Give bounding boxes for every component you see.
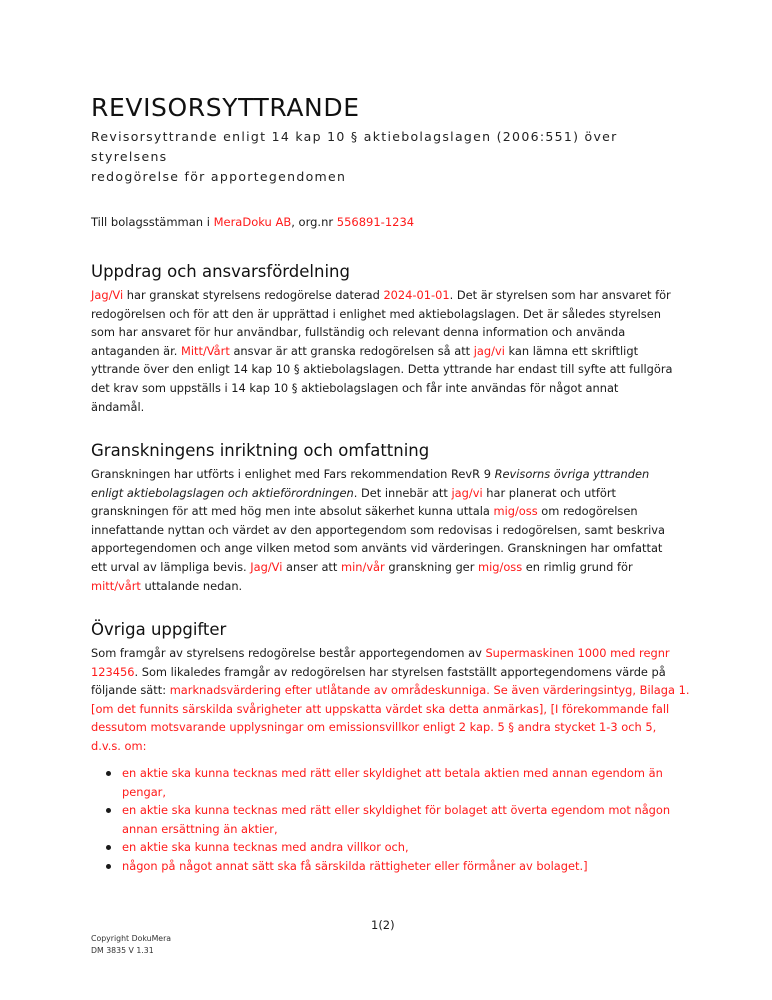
- placeholder-text: Jag/Vi: [91, 288, 124, 302]
- paragraph-line: [91, 718, 691, 737]
- footer: [91, 933, 171, 957]
- paragraph-line: [91, 558, 691, 577]
- addressee-mid: , org.nr: [291, 215, 337, 229]
- paragraph-line: [91, 360, 691, 379]
- body-text: det krav som uppställs i 14 kap 10 § aktiebolagslagen och får inte användas för något annat: [91, 380, 619, 395]
- paragraph-line: [91, 663, 691, 682]
- placeholder-text: Mitt/Vårt: [181, 343, 230, 358]
- body-text: ansvar är att granska redogörelsen så att: [229, 343, 474, 358]
- body-text: Granskningen har utförts i enlighet med Fars rekommendation RevR 9: [91, 467, 495, 481]
- paragraph-line: [91, 539, 691, 558]
- body-text: antaganden är.: [91, 343, 182, 358]
- list-item: [91, 801, 691, 838]
- body-text: kan lämna ett skriftligt: [504, 343, 639, 358]
- bullet-icon: [106, 771, 111, 776]
- placeholder-text: 123456: [91, 664, 135, 679]
- org-number: 556891-1234: [336, 215, 415, 229]
- company-name: MeraDoku AB: [213, 215, 292, 229]
- paragraph-line: [91, 465, 691, 484]
- body-text: anser att: [282, 559, 341, 574]
- paragraph-line: [91, 502, 691, 521]
- list-item: [91, 857, 691, 876]
- paragraph-line: [91, 342, 691, 361]
- body-text: . Det är styrelsen som har ansvaret för: [449, 288, 671, 302]
- list-item-text: annan ersättning än aktier,: [122, 821, 278, 836]
- body-text: yttrande över den enligt 14 kap 10 § aktiebolagslagen. Detta yttrande har endast till syfte att fullgöra: [91, 362, 673, 377]
- list-item: [91, 838, 691, 857]
- paragraph-line: [91, 644, 691, 663]
- body-text: Som framgår av styrelsens redogörelse består apportegendomen av: [91, 646, 486, 660]
- placeholder-text: jag/vi: [451, 485, 483, 500]
- paragraph-line: [91, 521, 691, 540]
- addressee-line: [91, 215, 414, 229]
- bullet-icon: [106, 864, 111, 869]
- list-item-text: en aktie ska kunna tecknas med rätt eller skyldighet för bolaget att överta egendom mot någon: [122, 803, 671, 818]
- body-text: granskningen för att med hög men inte absolut säkerhet kunna uttala: [91, 504, 494, 519]
- section-heading-granskning: Granskningens inriktning och omfattning: [91, 441, 430, 460]
- placeholder-text: Supermaskinen 1000 med regnr: [485, 646, 670, 660]
- body-text: . Det innebär att: [353, 485, 452, 500]
- footer-doc-id: DM 3835 V 1.31: [91, 946, 154, 955]
- paragraph-line: [91, 484, 691, 503]
- page-number: 1(2): [371, 918, 395, 932]
- list-item-text: en aktie ska kunna tecknas med rätt eller skyldighet att betala aktien med annan egendom än: [122, 766, 663, 780]
- condition-list: [91, 764, 691, 876]
- paragraph-line: [91, 681, 691, 700]
- paragraph-line: [91, 286, 691, 305]
- bullet-icon: [106, 808, 111, 813]
- footer-copyright: Copyright DokuMera: [91, 934, 172, 943]
- paragraph-line: [91, 305, 691, 324]
- body-text: uttalande nedan.: [140, 578, 243, 593]
- body-text: ett urval av lämpliga bevis.: [91, 559, 251, 574]
- body-text: har granskat styrelsens redogörelse daterad: [123, 288, 384, 302]
- subtitle-line: Revisorsyttrande enligt 14 kap 10 § aktiebolagslagen (2006:551) över styrelsens: [91, 129, 618, 164]
- placeholder-text: mig/oss: [493, 504, 538, 519]
- section-body-ovriga: [91, 644, 691, 756]
- list-item-text: en aktie ska kunna tecknas med andra villkor och,: [122, 840, 409, 855]
- body-text: . Som likaledes framgår av redogörelsen har styrelsen fastställt apportegendomens värde på: [134, 664, 666, 679]
- addressee-prefix: Till bolagsstämman i: [91, 215, 214, 229]
- body-text: redogörelsen och för att den är upprättad i enlighet med aktiebolagslagen. Det är således styrelsen: [91, 306, 661, 321]
- placeholder-text: Jag/Vi: [250, 559, 283, 574]
- list-item-text: någon på något annat sätt ska få särskilda rättigheter eller förmåner av bolaget.]: [122, 858, 588, 873]
- body-text: om redogörelsen: [537, 504, 638, 519]
- placeholder-text: d.v.s. om:: [91, 738, 147, 753]
- placeholder-text: min/vår: [341, 559, 385, 574]
- body-text: ändamål.: [91, 399, 145, 414]
- section-heading-ovriga: Övriga uppgifter: [91, 620, 227, 639]
- list-item: [91, 764, 691, 801]
- placeholder-text: dessutom motsvarande upplysningar om emissionsvillkor enligt 2 kap. 5 § andra stycket 1-3 och 5,: [91, 720, 657, 735]
- paragraph-line: [91, 379, 691, 398]
- placeholder-text: 2024-01-01: [383, 288, 450, 302]
- placeholder-text: marknadsvärdering efter utlåtande av områdeskunniga. Se även värderingsintyg, Bilaga 1.: [169, 683, 690, 698]
- section-body-granskning: [91, 465, 691, 595]
- document-subtitle: [91, 127, 691, 187]
- list-item-text: pengar,: [122, 784, 166, 799]
- body-text: har planerat och utfört: [482, 485, 616, 500]
- document-title: REVISORSYTTRANDE: [91, 93, 360, 122]
- paragraph-line: [91, 700, 691, 719]
- body-text: innefattande nyttan och värdet av den apportegendom som redovisas i redogörelsen, samt beskriva: [91, 522, 665, 537]
- paragraph-line: [91, 577, 691, 596]
- placeholder-text: [om det funnits särskilda svårigheter att uppskatta värdet ska detta anmärkas], [I förekommande fall: [91, 701, 670, 716]
- paragraph-line: [91, 323, 691, 342]
- body-text: en rimlig grund för: [522, 559, 633, 574]
- placeholder-text: jag/vi: [473, 343, 505, 358]
- body-text: Revisorns övriga yttranden: [494, 467, 650, 481]
- placeholder-text: mitt/vårt: [91, 578, 141, 593]
- paragraph-line: [91, 398, 691, 417]
- body-text: följande sätt:: [91, 683, 170, 698]
- body-text: enligt aktiebolagslagen och aktieförordningen: [91, 485, 354, 500]
- placeholder-text: mig/oss: [478, 559, 523, 574]
- section-body-uppdrag: [91, 286, 691, 416]
- section-heading-uppdrag: Uppdrag och ansvarsfördelning: [91, 262, 350, 281]
- body-text: som har ansvaret för hur användbar, fullständig och relevant denna information och använda: [91, 325, 626, 340]
- body-text: granskning ger: [384, 559, 478, 574]
- subtitle-line: redogörelse för apportegendomen: [91, 169, 347, 184]
- paragraph-line: [91, 737, 691, 756]
- bullet-icon: [106, 845, 111, 850]
- body-text: apportegendomen och ange vilken metod som använts vid värderingen. Granskningen har omfattat: [91, 541, 663, 556]
